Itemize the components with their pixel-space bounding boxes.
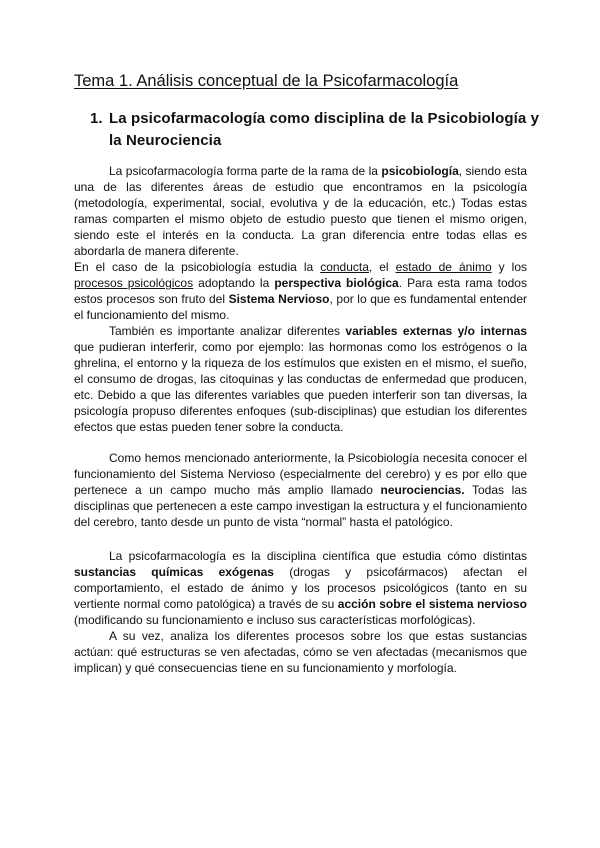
body-text-block-1 — [74, 163, 527, 435]
section-number: 1. — [90, 110, 103, 127]
section-title: La psicofarmacología como disciplina de la Psicobiología y la Neurociencia — [109, 110, 540, 149]
body-text-block-3 — [74, 548, 527, 676]
document-title: Tema 1. Análisis conceptual de la Psicofarmacología — [74, 72, 459, 90]
paragraph-1: La psicofarmacología forma parte de la rama de la psicobiología, siendo esta una de las diferentes áreas de estudio que encontramos en la psicología (metodología, experimental, social, evolutiva y de la educación, etc.) Todas estas ramas comparten el mismo objeto de estudio puesto que tienen el mismo origen, siendo este el interés en la conducta. La gran diferencia entre todas ellas es abordarla de manera diferente. — [74, 164, 527, 258]
body-text-block-2 — [74, 450, 527, 530]
paragraph-5: La psicofarmacología es la disciplina científica que estudia cómo distintas sustancias químicas exógenas (drogas y psicofármacos) afectan el comportamiento, el estado de ánimo y los procesos psicológicos (tanto en su vertiente normal como patológica) a través de su acción sobre el sistema nervioso (modificando su funcionamiento e incluso sus características morfológicas). — [74, 549, 527, 627]
section-heading — [90, 108, 540, 152]
paragraph-6: A su vez, analiza los diferentes procesos sobre los que estas sustancias actúan: qué estructuras se ven afectadas, cómo se ven afectadas (mecanismos que implican) y qué consecuencias tiene en su funcionamiento y morfología. — [74, 629, 527, 675]
paragraph-4: Como hemos mencionado anteriormente, la Psicobiología necesita conocer el funcionamiento del Sistema Nervioso (especialmente del cerebro) y es por ello que pertenece a un campo mucho más amplio llamado neurociencias. Todas las disciplinas que pertenecen a este campo investigan la estructura y el funcionamiento del cerebro, tanto desde un punto de vista “normal” hasta el patológico. — [74, 451, 528, 529]
paragraph-3: También es importante analizar diferentes variables externas y/o internas que pudieran interferir, como por ejemplo: las hormonas como los estrógenos o la ghrelina, el entorno y la riqueza de los estímulos que existen en el mismo, el sueño, el consumo de drogas, las citoquinas y las conductas de enfermedad que producen, etc. Debido a que las diferentes variables que pueden interferir son tan diversas, la psicología propuso diferentes enfoques (sub-disciplinas) que estudian los diferentes efectos que estas pueden tener sobre la conducta. — [74, 324, 527, 434]
paragraph-2: En el caso de la psicobiología estudia la conducta, el estado de ánimo y los procesos psicológicos adoptando la perspectiva biológica. Para esta rama todos estos procesos son fruto del Sistema Nervioso, por lo que es fundamental entender el funcionamiento del mismo. — [74, 260, 528, 322]
